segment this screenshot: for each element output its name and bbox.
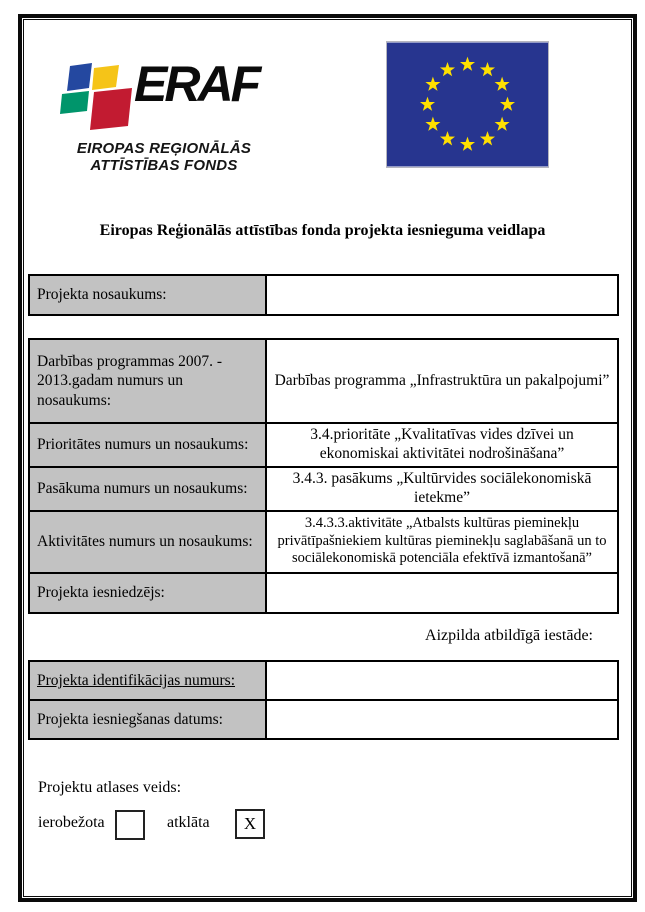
field-label-identifikacijas-numurs: [29, 661, 266, 700]
eraf-subtitle-line1: EIROPAS REĢIONĀLĀS: [76, 140, 252, 157]
table-row: [29, 467, 618, 511]
project-name-table: [28, 274, 619, 316]
field-value-aktivitates: 3.4.3.3.aktivitāte „Atbalsts kultūras pieminekļu privātīpašniekiem kultūras pieminekļu saglabāšanā un to sociālekonomiskā potenciāla efektīvā izmantošanā”: [266, 511, 618, 573]
authority-fields-table: [28, 660, 619, 740]
field-label-prioritates: [29, 423, 266, 467]
field-value-darbibas-programma: Darbības programma „Infrastruktūra un pakalpojumi”: [266, 339, 618, 423]
field-value-identifikacijas-numurs[interactable]: [266, 661, 618, 700]
field-label-iesniegsanas-datums: [29, 700, 266, 739]
field-label-projekta-iesniedzejs: [29, 573, 266, 613]
field-label-aktivitates: [29, 511, 266, 573]
field-label-text: Projekta identifikācijas numurs:: [37, 671, 236, 689]
field-label-text: Prioritātes numurs un nosaukums:: [37, 436, 249, 454]
field-label-darbibas-programma: [29, 339, 266, 423]
field-label-text: Projekta nosaukums:: [37, 286, 167, 304]
eraf-logo-subtitle: [50, 140, 278, 174]
option-label-atklata: atklāta: [167, 814, 210, 831]
field-label-text: Darbības programmas 2007. - 2013.gadam numurs un nosaukums:: [37, 352, 223, 409]
field-label-pasakuma: [29, 467, 266, 511]
selection-type-label: Projektu atlases veids:: [38, 779, 182, 796]
field-label-text: Pasākuma numurs un nosaukums:: [37, 480, 248, 498]
field-value-iesniegsanas-datums[interactable]: [266, 700, 618, 739]
table-row: [29, 339, 618, 423]
responsible-authority-note: Aizpilda atbildīgā iestāde:: [425, 627, 593, 644]
field-value-prioritates: 3.4.prioritāte „Kvalitatīvas vides dzīvei un ekonomiskai aktivitātei nodrošināšana”: [266, 423, 618, 467]
table-row: [29, 573, 618, 613]
field-value-projekta-iesniedzejs[interactable]: [266, 573, 618, 613]
table-row: [29, 511, 618, 573]
checkbox-ierobezota[interactable]: [115, 810, 145, 840]
field-value-projekta-nosaukums[interactable]: [266, 275, 618, 315]
field-label-text: Projekta iesniegšanas datums:: [37, 710, 223, 728]
programme-info-table: [28, 338, 619, 614]
eraf-subtitle-line2: ATTĪSTĪBAS FONDS: [90, 157, 238, 174]
table-row: [29, 700, 618, 739]
field-label-projekta-nosaukums: [29, 275, 266, 315]
page-title: Eiropas Reģionālās attīstības fonda projekta iesnieguma veidlapa: [99, 222, 546, 239]
table-row: [29, 275, 618, 315]
table-row: [29, 423, 618, 467]
eu-flag-icon: [387, 42, 548, 167]
table-row: [29, 661, 618, 700]
option-label-ierobezota: ierobežota: [38, 814, 105, 831]
checkbox-atklata[interactable]: X: [235, 809, 265, 839]
field-value-pasakuma: 3.4.3. pasākums „Kultūrvides sociālekonomiskā ietekme”: [266, 467, 618, 511]
field-label-text: Projekta iesniedzējs:: [37, 583, 165, 601]
eraf-logo-text: ERAF: [134, 56, 259, 112]
eraf-logo-squares-icon: [58, 60, 138, 132]
field-label-text: Aktivitātes numurs un nosaukums:: [37, 532, 253, 550]
